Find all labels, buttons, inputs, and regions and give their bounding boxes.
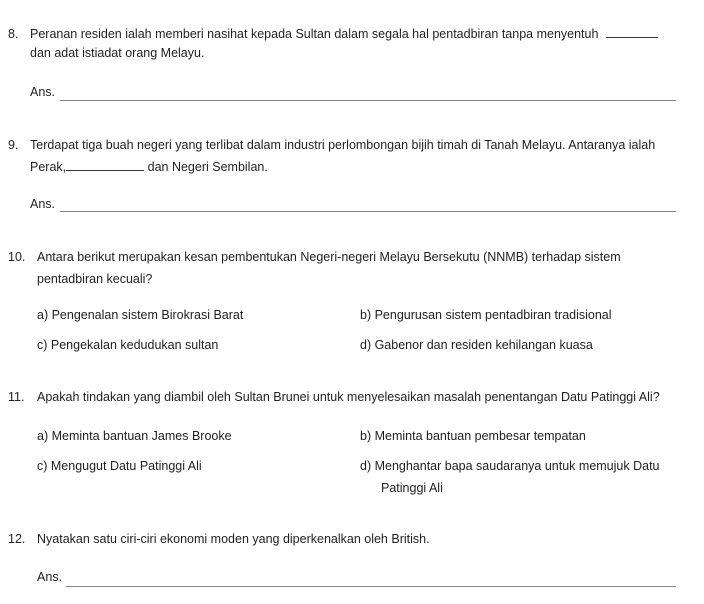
q10-option-d[interactable]: d) Gabenor dan residen kehilangan kuasa xyxy=(360,338,593,352)
q8-number: 8. xyxy=(8,27,19,41)
q8-blank[interactable] xyxy=(606,36,658,38)
q9-line2 xyxy=(30,159,268,175)
q9-answer-label: Ans. xyxy=(30,197,56,211)
q10-number: 10. xyxy=(8,250,26,264)
q8-text: Peranan residen ialah memberi nasihat kepada Sultan dalam segala hal pentadbiran tanpa menyentuh xyxy=(30,27,599,41)
q9-text-after: dan Negeri Sembilan. xyxy=(147,160,268,174)
q12-answer-line[interactable] xyxy=(66,586,676,587)
q11-option-c[interactable]: c) Mengugut Datu Patinggi Ali xyxy=(37,459,202,473)
q11-number: 11. xyxy=(8,390,25,404)
q8-line1 xyxy=(30,26,658,42)
q11-line1: Apakah tindakan yang diambil oleh Sultan Brunei untuk menyelesaikan masalah penentangan Datu Patinggi Ali? xyxy=(37,390,660,404)
q10-option-c[interactable]: c) Pengekalan kedudukan sultan xyxy=(37,338,219,352)
q9-text-before: Perak, xyxy=(30,160,67,174)
q10-option-a[interactable]: a) Pengenalan sistem Birokrasi Barat xyxy=(37,308,244,322)
q12-line1: Nyatakan satu ciri-ciri ekonomi moden yang diperkenalkan oleh British. xyxy=(37,532,430,546)
q12-answer-label: Ans. xyxy=(37,570,63,584)
q11-option-a[interactable]: a) Meminta bantuan James Brooke xyxy=(37,429,232,443)
q9-blank[interactable] xyxy=(66,169,144,171)
q11-option-d[interactable]: d) Menghantar bapa saudaranya untuk memujuk Datu xyxy=(360,459,660,473)
q8-answer-line[interactable] xyxy=(60,100,676,101)
q10-line2: pentadbiran kecuali? xyxy=(37,272,153,286)
q9-answer-line[interactable] xyxy=(60,211,676,212)
q9-number: 9. xyxy=(8,138,19,152)
q8-line2: dan adat istiadat orang Melayu. xyxy=(30,46,205,60)
q8-answer-label: Ans. xyxy=(30,85,56,99)
q10-line1: Antara berikut merupakan kesan pembentukan Negeri-negeri Melayu Bersekutu (NNMB) terhadap sistem xyxy=(37,250,621,264)
q11-option-d-cont[interactable]: Patinggi Ali xyxy=(381,481,443,495)
q10-option-b[interactable]: b) Pengurusan sistem pentadbiran tradisional xyxy=(360,308,612,322)
q9-line1: Terdapat tiga buah negeri yang terlibat dalam industri perlombongan bijih timah di Tanah Melayu. Antaranya ialah xyxy=(30,138,656,152)
q11-option-b[interactable]: b) Meminta bantuan pembesar tempatan xyxy=(360,429,586,443)
q12-number: 12. xyxy=(8,532,26,546)
